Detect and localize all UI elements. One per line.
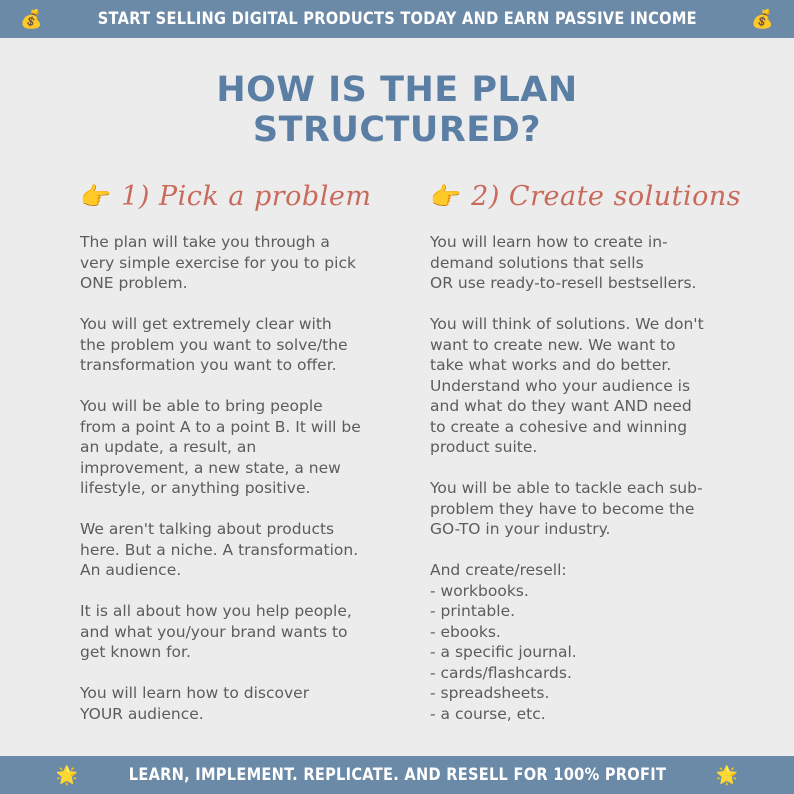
right-paragraph: You will think of solutions. We don't want to create new. We want to take what works and do better. Understand who your audience is and what do they want AND need to create a cohesive and winning product suite.	[430, 315, 704, 456]
pointing-hand-icon: 👉	[80, 181, 112, 211]
resell-list-intro: And create/resell:	[430, 561, 567, 579]
list-item: - ebooks.	[430, 622, 501, 641]
page-title	[0, 70, 794, 150]
bottom-banner-text: LEARN, IMPLEMENT. REPLICATE. AND RESELL FOR 100% PROFIT	[128, 765, 666, 785]
top-banner	[0, 0, 794, 38]
left-paragraph: It is all about how you help people, and what you/your brand wants to get known for.	[80, 602, 352, 661]
resell-list	[430, 560, 730, 724]
pointing-hand-icon: 👉	[430, 181, 462, 211]
right-column-title	[430, 172, 742, 220]
top-banner-text: START SELLING DIGITAL PRODUCTS TODAY AND EARN PASSIVE INCOME	[97, 9, 697, 29]
list-item: - a course, etc.	[430, 704, 546, 723]
money-bag-icon: 💰	[19, 8, 43, 30]
bottom-banner	[0, 756, 794, 794]
left-paragraph: You will get extremely clear with the problem you want to solve/the transformation you want to offer.	[80, 315, 348, 374]
star-icon: 🌟	[715, 764, 739, 786]
left-paragraph: You will be able to bring people from a point A to a point B. It will be an update, a result, an improvement, a new state, a new lifestyle, or anything positive.	[80, 397, 361, 497]
left-column	[80, 172, 380, 745]
right-paragraph: You will be able to tackle each sub- problem they have to become the GO-TO in your industry.	[430, 479, 703, 538]
list-item: - cards/flashcards.	[430, 663, 572, 682]
left-paragraph: The plan will take you through a very simple exercise for you to pick ONE problem.	[80, 233, 356, 292]
list-item: - a specific journal.	[430, 643, 577, 661]
right-paragraph: You will learn how to create in- demand solutions that sells OR use ready-to-resell bestsellers.	[430, 233, 697, 292]
page-title-line-1: HOW IS THE PLAN	[216, 70, 578, 110]
left-column-title	[80, 172, 380, 220]
list-item: - workbooks.	[430, 581, 529, 600]
right-column	[430, 172, 742, 724]
left-paragraph: You will learn how to discover YOUR audience.	[80, 684, 310, 723]
star-icon: 🌟	[55, 764, 79, 786]
right-column-title-text: 2) Create solutions	[471, 180, 742, 212]
page-title-line-2: STRUCTURED?	[252, 110, 542, 150]
list-item: - printable.	[430, 602, 516, 620]
left-paragraph: We aren't talking about products here. But a niche. A transformation. An audience.	[80, 520, 359, 579]
list-item: - spreadsheets.	[430, 684, 550, 702]
left-column-title-text: 1) Pick a problem	[121, 180, 372, 212]
money-bag-icon: 💰	[751, 8, 775, 30]
